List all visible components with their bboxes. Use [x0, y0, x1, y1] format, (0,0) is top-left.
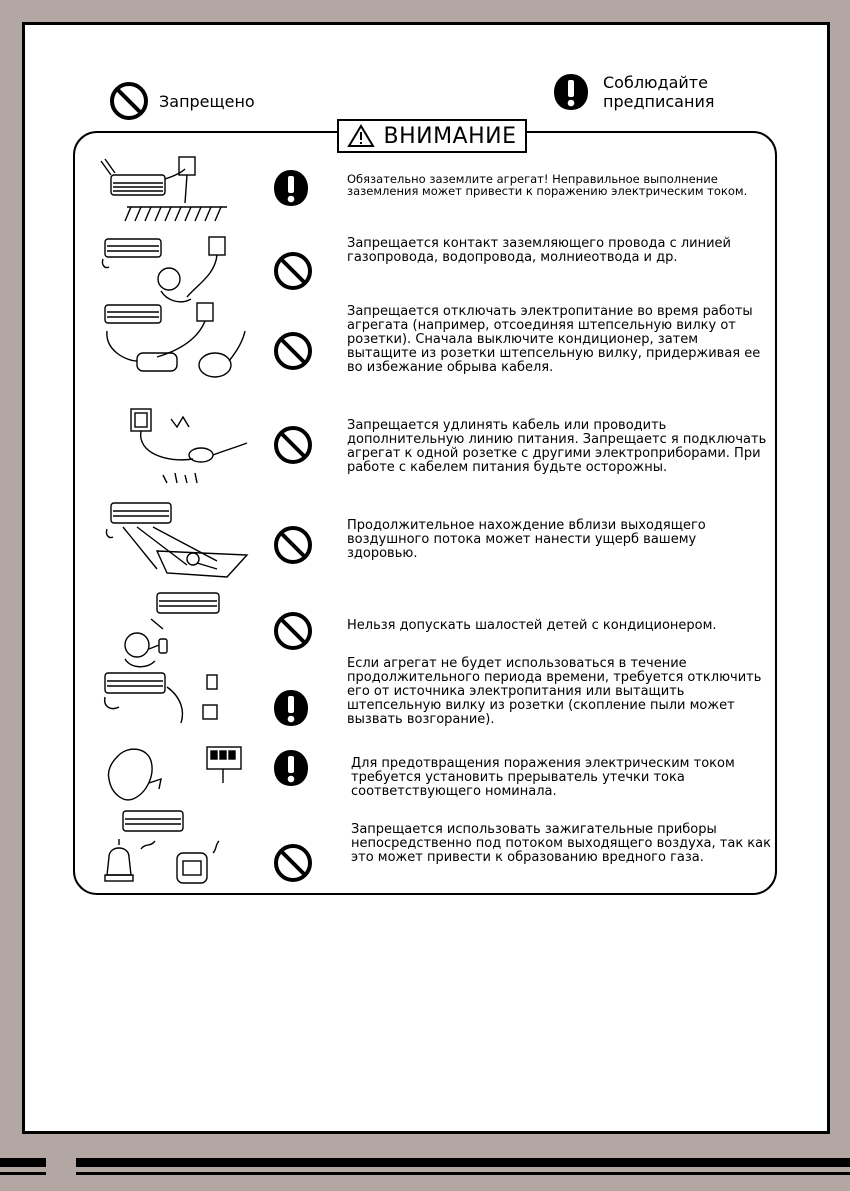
warning-triangle-icon — [347, 124, 375, 148]
warning-text: Нельзя допускать шалостей детей с кондиционером. — [347, 618, 717, 633]
prohibited-icon — [273, 525, 313, 565]
prohibited-icon — [273, 331, 313, 371]
warning-text: Запрещается отключать электропитание во время работы агрегата (например, отсоединяя штепсельную вилку от розетки). Сначала выключите кондиционер, затем вытащите из розетки штепсельную вилку, придерживая ее во избежание обрыва кабеля. — [347, 304, 761, 375]
combustion-device-illustration — [97, 809, 257, 889]
legend-observe — [553, 73, 733, 111]
attention-banner-label: ВНИМАНИЕ — [383, 123, 517, 149]
footer-rule — [0, 1172, 46, 1175]
mandatory-icon — [553, 73, 589, 111]
prohibited-icon — [109, 81, 149, 121]
warning-panel — [73, 123, 777, 895]
prohibited-icon — [273, 425, 313, 465]
legend-observe-label: Соблюдайте предписания — [603, 73, 715, 111]
attention-banner — [337, 119, 527, 153]
grounded-ac-illustration — [97, 147, 257, 225]
prohibited-icon — [273, 843, 313, 883]
legend-prohibited-label: Запрещено — [159, 91, 255, 111]
warning-text: Продолжительное нахождение вблизи выходящего воздушного потока может нанести ущерб вашему здоровью. — [347, 518, 706, 561]
mandatory-icon — [273, 689, 309, 727]
warning-text: Обязательно заземлите агрегат! Неправильное выполнение заземления может привести к поражению электрическим током. — [347, 172, 748, 198]
warning-text: Запрещается использовать зажигательные приборы непосредственно под потоком выходящего воздуха, так как это может привести к образованию вредного газа. — [351, 822, 771, 865]
prohibited-icon — [273, 251, 313, 291]
warning-text: Запрещается контакт заземляющего провода с линией газопровода, водопровода, молниеотвода и др. — [347, 236, 732, 265]
warning-text: Запрещается удлинять кабель или проводить дополнительную линию питания. Запрещаетс я подключать агрегат к одной розетке с другими электроприборами. При работе с кабелем питания будьте осторожны. — [347, 418, 767, 475]
warning-text: Если агрегат не будет использоваться в течение продолжительного периода времени, требуется отключить его от источника электропитания или вытащить штепсельную вилку из розетки (скопление пыли может вызвать возгорание). — [347, 656, 762, 727]
footer-bar — [0, 1158, 46, 1167]
extension-cord-illustration — [97, 403, 257, 487]
prohibited-icon — [273, 611, 313, 651]
legend-prohibited — [109, 81, 255, 121]
disconnect-power-illustration — [97, 657, 257, 735]
footer-bar — [76, 1158, 850, 1167]
mandatory-icon — [273, 749, 309, 787]
leakage-breaker-illustration — [97, 743, 257, 809]
mandatory-icon — [273, 169, 309, 207]
warning-text: Для предотвращения поражения электрическим током требуется установить прерыватель утечки тока соответствующего номинала. — [351, 756, 735, 799]
unplug-illustration — [97, 301, 257, 385]
footer-rule — [76, 1172, 850, 1175]
manual-page — [22, 22, 830, 1134]
airflow-exposure-illustration — [97, 499, 257, 583]
